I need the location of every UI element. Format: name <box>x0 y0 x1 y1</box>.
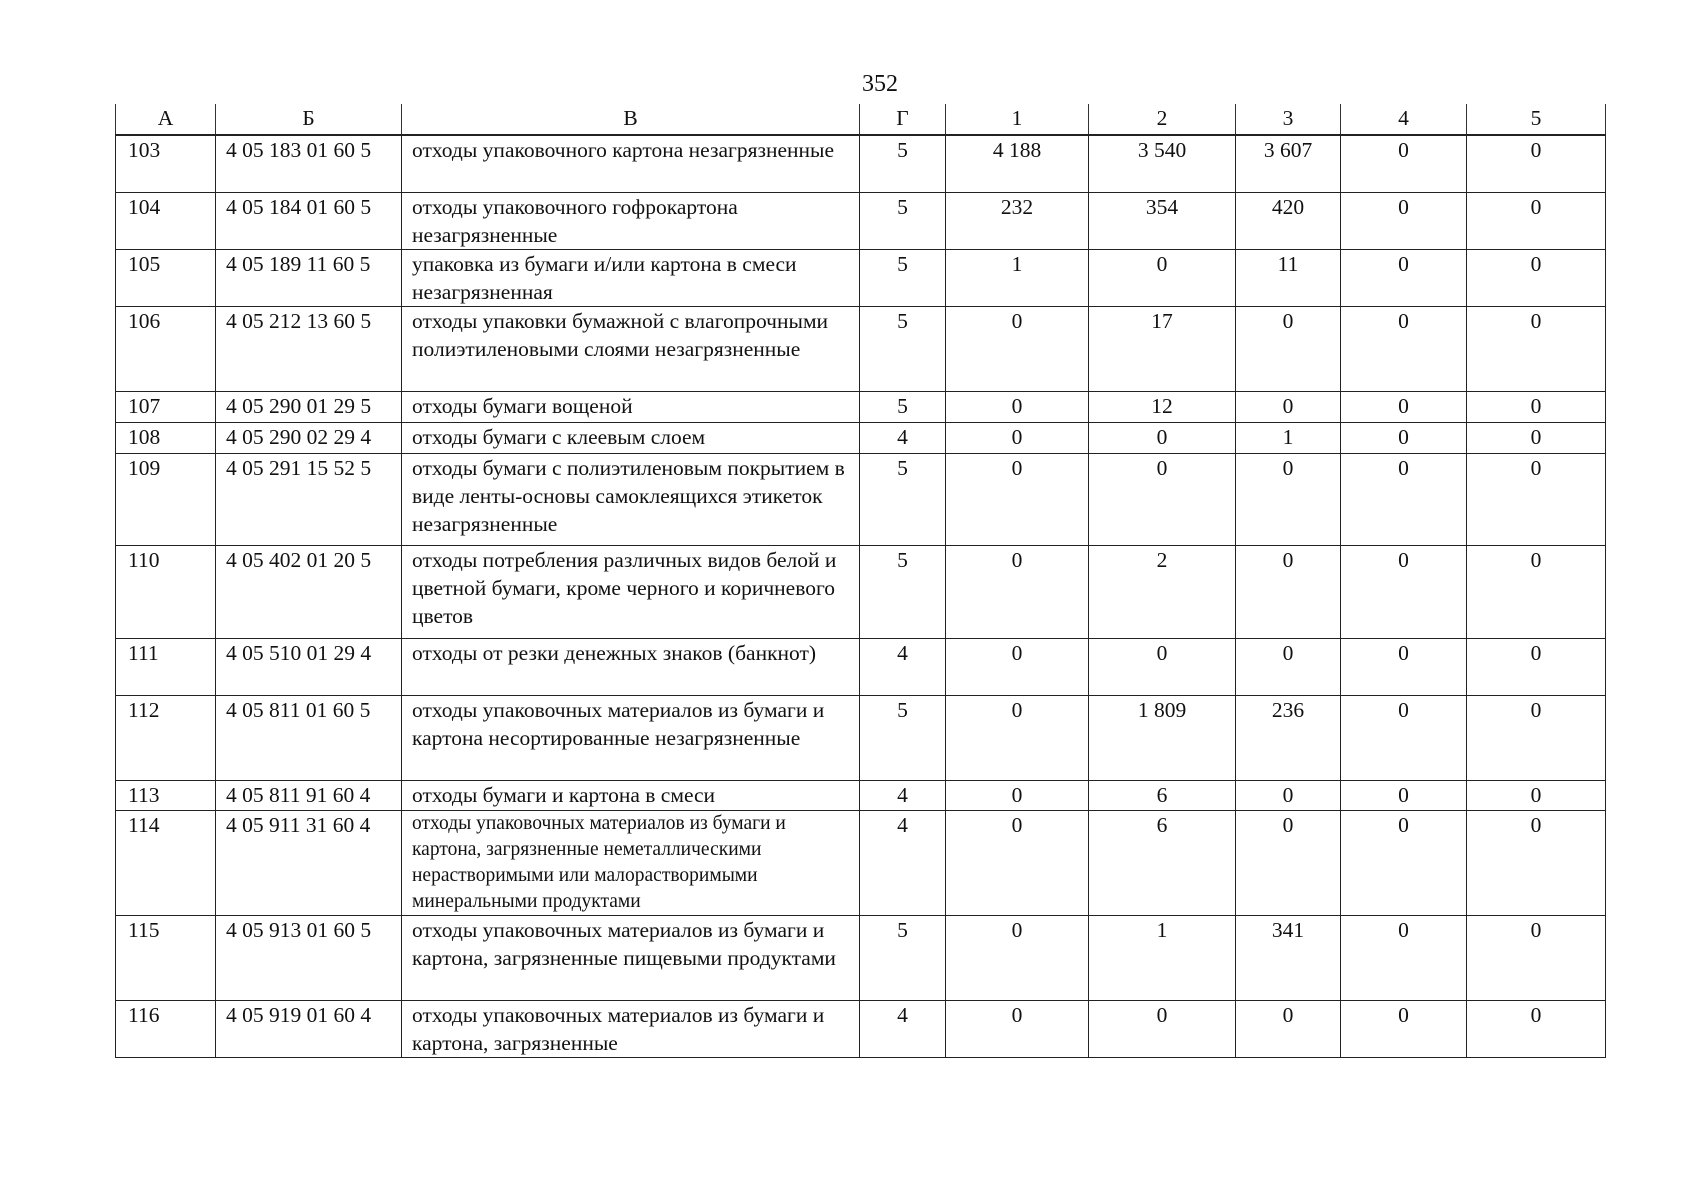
row-number: 107 <box>116 391 216 422</box>
hazard-class: 5 <box>860 135 946 192</box>
value-col-5: 0 <box>1467 422 1606 453</box>
value-col-4: 0 <box>1341 391 1467 422</box>
value-col-4: 0 <box>1341 192 1467 249</box>
value-col-2: 0 <box>1089 1000 1236 1057</box>
header-5: 5 <box>1467 104 1606 135</box>
value-col-5: 0 <box>1467 810 1606 915</box>
header-b: Б <box>216 104 402 135</box>
table-row <box>116 135 1606 192</box>
page-number: 352 <box>862 71 898 97</box>
header-g: Г <box>860 104 946 135</box>
waste-code: 4 05 811 91 60 4 <box>216 780 402 810</box>
value-col-1: 1 <box>946 249 1089 306</box>
value-col-2: 12 <box>1089 391 1236 422</box>
table-row <box>116 1000 1606 1057</box>
value-col-4: 0 <box>1341 638 1467 695</box>
value-col-2: 3 540 <box>1089 135 1236 192</box>
waste-code: 4 05 811 01 60 5 <box>216 695 402 780</box>
value-col-5: 0 <box>1467 695 1606 780</box>
value-col-2: 354 <box>1089 192 1236 249</box>
value-col-2: 0 <box>1089 638 1236 695</box>
value-col-2: 1 809 <box>1089 695 1236 780</box>
waste-code: 4 05 290 02 29 4 <box>216 422 402 453</box>
value-col-4: 0 <box>1341 135 1467 192</box>
table-row <box>116 249 1606 306</box>
value-col-4: 0 <box>1341 915 1467 1000</box>
value-col-2: 17 <box>1089 306 1236 391</box>
value-col-4: 0 <box>1341 780 1467 810</box>
value-col-1: 0 <box>946 780 1089 810</box>
value-col-5: 0 <box>1467 780 1606 810</box>
value-col-5: 0 <box>1467 249 1606 306</box>
value-col-2: 0 <box>1089 422 1236 453</box>
waste-code: 4 05 189 11 60 5 <box>216 249 402 306</box>
hazard-class: 4 <box>860 422 946 453</box>
waste-name: отходы бумаги с полиэтиленовым покрытием в виде ленты-основы самоклеящихся этикеток незагрязненные <box>402 453 860 545</box>
table-row <box>116 391 1606 422</box>
row-number: 110 <box>116 545 216 638</box>
waste-name: отходы упаковки бумажной с влагопрочными полиэтиленовыми слоями незагрязненные <box>402 306 860 391</box>
waste-code: 4 05 919 01 60 4 <box>216 1000 402 1057</box>
value-col-1: 0 <box>946 695 1089 780</box>
value-col-3: 341 <box>1236 915 1341 1000</box>
waste-name: отходы потребления различных видов белой и цветной бумаги, кроме черного и коричневого цветов <box>402 545 860 638</box>
value-col-3: 0 <box>1236 810 1341 915</box>
header-3: 3 <box>1236 104 1341 135</box>
header-a: А <box>116 104 216 135</box>
waste-code: 4 05 291 15 52 5 <box>216 453 402 545</box>
value-col-3: 0 <box>1236 780 1341 810</box>
header-row <box>116 104 1606 135</box>
hazard-class: 5 <box>860 249 946 306</box>
value-col-3: 236 <box>1236 695 1341 780</box>
value-col-5: 0 <box>1467 135 1606 192</box>
value-col-2: 1 <box>1089 915 1236 1000</box>
waste-name: отходы упаковочных материалов из бумаги и картона несортированные незагрязненные <box>402 695 860 780</box>
value-col-4: 0 <box>1341 695 1467 780</box>
header-v: В <box>402 104 860 135</box>
value-col-1: 0 <box>946 638 1089 695</box>
value-col-2: 6 <box>1089 780 1236 810</box>
row-number: 112 <box>116 695 216 780</box>
hazard-class: 4 <box>860 638 946 695</box>
waste-name: отходы упаковочного гофрокартона незагрязненные <box>402 192 860 249</box>
table-row <box>116 453 1606 545</box>
value-col-3: 11 <box>1236 249 1341 306</box>
waste-code: 4 05 510 01 29 4 <box>216 638 402 695</box>
row-number: 109 <box>116 453 216 545</box>
waste-name: отходы упаковочного картона незагрязненные <box>402 135 860 192</box>
value-col-2: 0 <box>1089 249 1236 306</box>
value-col-1: 0 <box>946 915 1089 1000</box>
value-col-3: 1 <box>1236 422 1341 453</box>
value-col-1: 0 <box>946 453 1089 545</box>
value-col-4: 0 <box>1341 810 1467 915</box>
value-col-5: 0 <box>1467 391 1606 422</box>
value-col-1: 0 <box>946 810 1089 915</box>
waste-name: отходы бумаги с клеевым слоем <box>402 422 860 453</box>
value-col-4: 0 <box>1341 1000 1467 1057</box>
value-col-3: 0 <box>1236 306 1341 391</box>
value-col-2: 2 <box>1089 545 1236 638</box>
waste-name: отходы упаковочных материалов из бумаги и картона, загрязненные неметаллическими нерастворимыми или малорастворимыми минеральными продуктами <box>402 810 860 915</box>
value-col-3: 0 <box>1236 638 1341 695</box>
waste-name: отходы бумаги и картона в смеси <box>402 780 860 810</box>
hazard-class: 4 <box>860 1000 946 1057</box>
waste-code: 4 05 184 01 60 5 <box>216 192 402 249</box>
value-col-2: 6 <box>1089 810 1236 915</box>
value-col-4: 0 <box>1341 249 1467 306</box>
value-col-3: 0 <box>1236 453 1341 545</box>
value-col-4: 0 <box>1341 422 1467 453</box>
waste-code: 4 05 183 01 60 5 <box>216 135 402 192</box>
waste-name: отходы упаковочных материалов из бумаги и картона, загрязненные <box>402 1000 860 1057</box>
value-col-1: 0 <box>946 391 1089 422</box>
hazard-class: 5 <box>860 545 946 638</box>
table-row <box>116 306 1606 391</box>
table-row <box>116 192 1606 249</box>
waste-code: 4 05 911 31 60 4 <box>216 810 402 915</box>
value-col-1: 0 <box>946 545 1089 638</box>
waste-code: 4 05 913 01 60 5 <box>216 915 402 1000</box>
hazard-class: 5 <box>860 453 946 545</box>
row-number: 111 <box>116 638 216 695</box>
value-col-4: 0 <box>1341 306 1467 391</box>
row-number: 103 <box>116 135 216 192</box>
row-number: 116 <box>116 1000 216 1057</box>
hazard-class: 4 <box>860 810 946 915</box>
table-row <box>116 422 1606 453</box>
row-number: 104 <box>116 192 216 249</box>
waste-name: отходы бумаги вощеной <box>402 391 860 422</box>
table-row <box>116 638 1606 695</box>
row-number: 108 <box>116 422 216 453</box>
table-body <box>116 135 1606 1057</box>
header-4: 4 <box>1341 104 1467 135</box>
value-col-3: 420 <box>1236 192 1341 249</box>
value-col-4: 0 <box>1341 453 1467 545</box>
row-number: 113 <box>116 780 216 810</box>
waste-name: отходы от резки денежных знаков (банкнот) <box>402 638 860 695</box>
value-col-5: 0 <box>1467 453 1606 545</box>
waste-code: 4 05 290 01 29 5 <box>216 391 402 422</box>
value-col-1: 0 <box>946 422 1089 453</box>
value-col-5: 0 <box>1467 306 1606 391</box>
value-col-5: 0 <box>1467 638 1606 695</box>
value-col-3: 0 <box>1236 391 1341 422</box>
waste-table <box>115 104 1606 1058</box>
row-number: 106 <box>116 306 216 391</box>
row-number: 115 <box>116 915 216 1000</box>
value-col-3: 0 <box>1236 1000 1341 1057</box>
hazard-class: 5 <box>860 695 946 780</box>
value-col-3: 3 607 <box>1236 135 1341 192</box>
value-col-3: 0 <box>1236 545 1341 638</box>
table-row <box>116 695 1606 780</box>
value-col-1: 0 <box>946 306 1089 391</box>
table-row <box>116 780 1606 810</box>
table-header <box>116 104 1606 135</box>
value-col-5: 0 <box>1467 1000 1606 1057</box>
value-col-4: 0 <box>1341 545 1467 638</box>
hazard-class: 5 <box>860 306 946 391</box>
hazard-class: 5 <box>860 391 946 422</box>
waste-code: 4 05 212 13 60 5 <box>216 306 402 391</box>
value-col-2: 0 <box>1089 453 1236 545</box>
value-col-1: 232 <box>946 192 1089 249</box>
value-col-5: 0 <box>1467 192 1606 249</box>
hazard-class: 5 <box>860 192 946 249</box>
value-col-5: 0 <box>1467 545 1606 638</box>
waste-name: упаковка из бумаги и/или картона в смеси незагрязненная <box>402 249 860 306</box>
table-row <box>116 545 1606 638</box>
value-col-1: 4 188 <box>946 135 1089 192</box>
waste-name: отходы упаковочных материалов из бумаги и картона, загрязненные пищевыми продуктами <box>402 915 860 1000</box>
table-row <box>116 915 1606 1000</box>
hazard-class: 4 <box>860 780 946 810</box>
table-row <box>116 810 1606 915</box>
hazard-class: 5 <box>860 915 946 1000</box>
value-col-1: 0 <box>946 1000 1089 1057</box>
waste-code: 4 05 402 01 20 5 <box>216 545 402 638</box>
header-1: 1 <box>946 104 1089 135</box>
row-number: 114 <box>116 810 216 915</box>
header-2: 2 <box>1089 104 1236 135</box>
value-col-5: 0 <box>1467 915 1606 1000</box>
row-number: 105 <box>116 249 216 306</box>
